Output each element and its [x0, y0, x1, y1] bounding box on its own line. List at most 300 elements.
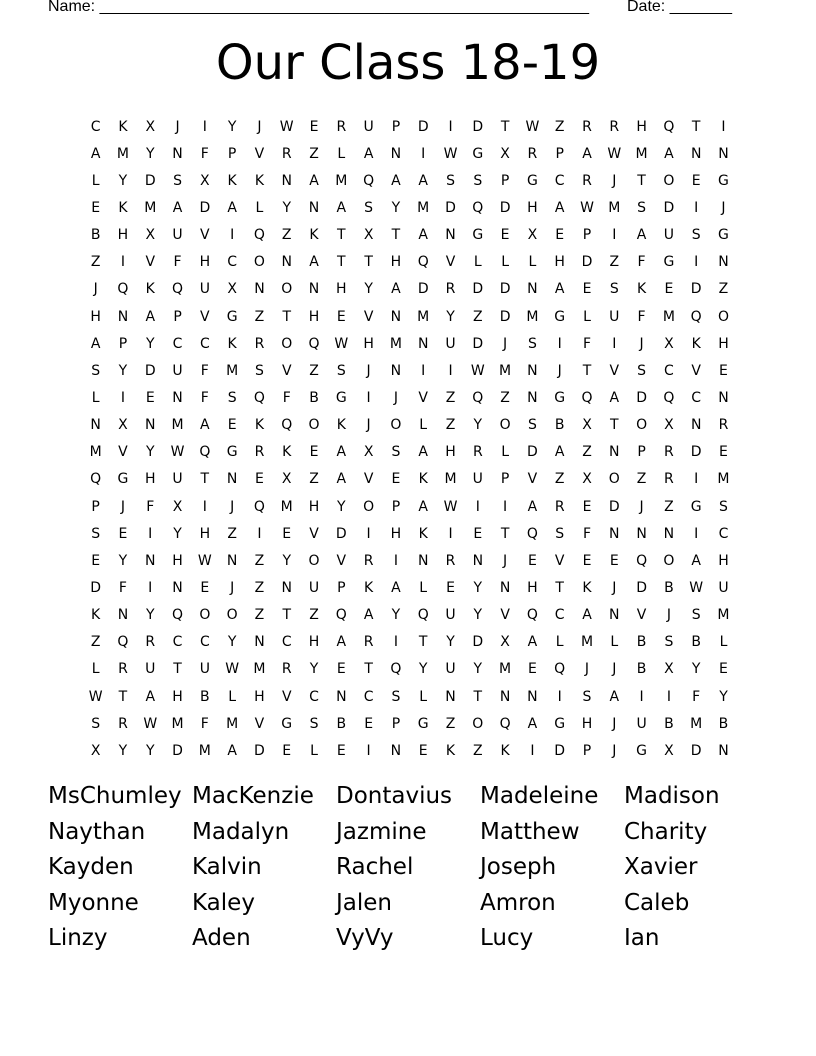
grid-letter: Y: [227, 634, 237, 651]
grid-letter: V: [254, 715, 265, 732]
word-list-item: Linzy: [48, 925, 108, 952]
grid-letter: C: [90, 118, 101, 135]
grid-letter: J: [120, 498, 126, 515]
grid-letter: L: [473, 254, 482, 271]
grid-letter: I: [202, 498, 207, 515]
grid-letter: H: [336, 281, 347, 298]
grid-letter: R: [363, 552, 374, 569]
grid-letter: D: [527, 444, 538, 461]
grid-letter: H: [254, 688, 265, 705]
grid-letter: T: [200, 471, 210, 488]
word-list-item: Dontavius: [336, 783, 453, 809]
grid-letter: Y: [446, 308, 455, 325]
grid-letter: J: [93, 281, 98, 298]
word-list-item: Ian: [624, 925, 660, 952]
grid-letter: E: [200, 579, 210, 596]
grid-letter: N: [718, 254, 729, 271]
grid-letter: L: [555, 634, 564, 651]
grid-letter: I: [448, 525, 453, 542]
grid-letter: E: [227, 417, 237, 434]
grid-letter: F: [200, 362, 209, 379]
grid-letter: P: [500, 471, 510, 488]
grid-letter: J: [666, 607, 671, 624]
grid-letter: I: [666, 688, 671, 705]
grid-letter: B: [309, 389, 319, 406]
grid-letter: B: [664, 579, 674, 596]
grid-letter: A: [309, 254, 319, 271]
grid-letter: Z: [90, 634, 101, 651]
grid-letter: W: [170, 444, 185, 461]
grid-letter: N: [472, 552, 484, 569]
grid-letter: K: [145, 281, 155, 298]
grid-letter: A: [336, 444, 347, 461]
grid-letter: M: [335, 172, 348, 189]
grid-letter: A: [609, 688, 620, 705]
grid-letter: C: [227, 254, 238, 271]
grid-letter: G: [554, 389, 566, 406]
grid-letter: H: [363, 335, 374, 352]
grid-letter: M: [389, 335, 402, 352]
grid-letter: F: [146, 498, 155, 515]
grid-letter: X: [664, 661, 674, 678]
grid-letter: W: [197, 552, 212, 569]
word-list-item: MsChumley: [48, 783, 182, 809]
grid-letter: N: [718, 742, 729, 759]
grid-letter: H: [445, 444, 456, 461]
word-list-item: Xavier: [624, 854, 698, 881]
grid-letter: U: [308, 579, 320, 596]
grid-letter: Z: [718, 281, 729, 298]
grid-letter: X: [172, 498, 183, 515]
grid-letter: X: [664, 417, 674, 434]
grid-letter: O: [253, 254, 265, 271]
word-list-item: Kaley: [192, 889, 255, 916]
grid-letter: N: [254, 281, 265, 298]
grid-letter: T: [282, 308, 291, 325]
grid-letter: Z: [554, 471, 565, 488]
grid-letter: T: [337, 227, 346, 244]
grid-letter: Z: [227, 525, 237, 542]
grid-letter: Q: [117, 634, 129, 651]
grid-letter: C: [554, 607, 565, 624]
grid-letter: L: [419, 688, 428, 705]
grid-letter: Q: [253, 389, 265, 406]
grid-letter: H: [527, 199, 538, 216]
grid-letter: V: [418, 389, 428, 406]
grid-letter: N: [527, 688, 538, 705]
grid-letter: X: [363, 444, 374, 461]
grid-letter: H: [172, 552, 183, 569]
grid-letter: V: [281, 688, 292, 705]
grid-letter: J: [366, 417, 371, 434]
grid-letter: F: [200, 145, 209, 162]
grid-letter: Y: [473, 579, 483, 596]
grid-letter: A: [554, 281, 565, 298]
grid-letter: Y: [418, 661, 428, 678]
grid-letter: A: [309, 172, 319, 189]
grid-letter: A: [582, 607, 592, 624]
date-field-label: Date: _______: [627, 0, 732, 15]
grid-letter: S: [691, 607, 701, 624]
grid-letter: N: [336, 688, 347, 705]
grid-letter: I: [557, 335, 562, 352]
grid-letter: X: [500, 145, 510, 162]
grid-letter: O: [308, 552, 320, 569]
grid-letter: B: [636, 634, 647, 651]
grid-letter: I: [421, 362, 426, 379]
grid-letter: I: [257, 525, 262, 542]
grid-letter: V: [363, 471, 374, 488]
grid-letter: P: [91, 498, 100, 515]
header-fields: [48, 0, 748, 20]
grid-letter: A: [391, 172, 401, 189]
grid-letter: E: [255, 471, 264, 488]
grid-letter: O: [226, 607, 238, 624]
grid-letter: Q: [335, 607, 347, 624]
grid-letter: Q: [281, 417, 293, 434]
grid-letter: E: [336, 661, 346, 678]
grid-letter: X: [664, 335, 674, 352]
grid-letter: V: [527, 471, 538, 488]
grid-letter: M: [499, 661, 512, 678]
grid-letter: S: [691, 227, 701, 244]
grid-letter: E: [91, 199, 101, 216]
grid-letter: S: [91, 525, 101, 542]
grid-letter: Q: [636, 552, 648, 569]
grid-letter: A: [227, 742, 237, 759]
grid-letter: J: [366, 362, 371, 379]
grid-letter: A: [90, 145, 101, 162]
grid-letter: P: [391, 118, 401, 135]
grid-letter: M: [89, 444, 102, 461]
grid-letter: A: [145, 688, 156, 705]
grid-letter: I: [694, 471, 699, 488]
grid-letter: H: [527, 579, 538, 596]
grid-letter: C: [172, 634, 183, 651]
grid-letter: S: [527, 417, 537, 434]
grid-letter: A: [200, 417, 210, 434]
grid-letter: L: [337, 145, 346, 162]
grid-letter: S: [364, 199, 374, 216]
grid-letter: Q: [581, 389, 593, 406]
grid-letter: N: [145, 552, 156, 569]
grid-letter: J: [612, 172, 617, 189]
grid-letter: M: [717, 471, 730, 488]
grid-letter: I: [557, 688, 562, 705]
grid-letter: F: [200, 715, 209, 732]
grid-letter: H: [554, 254, 565, 271]
grid-letter: R: [664, 444, 674, 461]
grid-letter: X: [90, 742, 101, 759]
grid-letter: D: [472, 118, 484, 135]
grid-letter: G: [281, 715, 293, 732]
grid-letter: Y: [227, 118, 237, 135]
grid-letter: K: [336, 417, 346, 434]
grid-letter: W: [443, 145, 458, 162]
grid-letter: Y: [173, 525, 182, 542]
grid-letter: E: [609, 552, 619, 569]
grid-letter: N: [172, 389, 183, 406]
grid-letter: O: [281, 281, 293, 298]
grid-letter: X: [200, 172, 210, 189]
grid-letter: E: [719, 661, 728, 678]
grid-letter: N: [281, 172, 292, 189]
grid-letter: G: [335, 389, 347, 406]
grid-letter: B: [691, 634, 701, 651]
grid-letter: O: [199, 607, 211, 624]
grid-letter: D: [445, 199, 456, 216]
word-list-item: Jalen: [336, 889, 392, 916]
grid-letter: C: [281, 634, 292, 651]
grid-letter: Z: [582, 444, 592, 461]
grid-letter: U: [172, 471, 183, 488]
grid-letter: W: [525, 118, 540, 135]
grid-letter: Y: [719, 688, 728, 705]
grid-letter: D: [690, 281, 702, 298]
grid-letter: A: [391, 281, 401, 298]
grid-letter: T: [364, 661, 373, 678]
grid-letter: V: [691, 362, 701, 379]
grid-letter: G: [554, 308, 566, 325]
grid-letter: A: [527, 498, 538, 515]
grid-letter: U: [636, 715, 647, 732]
grid-letter: S: [336, 362, 346, 379]
grid-letter: M: [526, 308, 539, 325]
grid-letter: O: [281, 335, 293, 352]
grid-letter: X: [145, 118, 156, 135]
grid-letter: D: [690, 742, 702, 759]
grid-letter: C: [718, 525, 729, 542]
word-list-item: Joseph: [480, 854, 557, 881]
grid-letter: T: [500, 118, 510, 135]
grid-letter: S: [91, 362, 101, 379]
grid-letter: Q: [472, 389, 484, 406]
grid-letter: R: [281, 145, 292, 162]
grid-letter: J: [503, 552, 508, 569]
grid-letter: N: [308, 281, 320, 298]
grid-letter: N: [281, 579, 292, 596]
word-list-item: Matthew: [480, 818, 580, 845]
grid-letter: Z: [664, 498, 674, 515]
grid-letter: F: [692, 688, 701, 705]
grid-letter: J: [639, 335, 644, 352]
grid-letter: I: [366, 389, 371, 406]
grid-letter: R: [445, 281, 456, 298]
grid-letter: K: [691, 335, 701, 352]
grid-letter: S: [719, 498, 728, 515]
grid-letter: L: [419, 579, 428, 596]
grid-letter: E: [500, 227, 510, 244]
grid-letter: E: [527, 552, 537, 569]
grid-letter: T: [691, 118, 701, 135]
grid-letter: G: [636, 742, 648, 759]
grid-letter: T: [173, 661, 182, 678]
grid-letter: E: [418, 742, 428, 759]
grid-letter: X: [582, 417, 592, 434]
grid-letter: Z: [309, 607, 319, 624]
grid-letter: G: [663, 254, 675, 271]
grid-letter: M: [226, 715, 239, 732]
word-list-item: Aden: [192, 925, 251, 952]
grid-letter: V: [309, 525, 319, 542]
grid-letter: X: [363, 227, 374, 244]
grid-letter: I: [694, 199, 699, 216]
grid-letter: C: [199, 634, 210, 651]
grid-letter: T: [473, 688, 483, 705]
grid-letter: L: [528, 254, 537, 271]
grid-letter: O: [308, 417, 320, 434]
grid-letter: K: [282, 444, 292, 461]
grid-letter: I: [202, 118, 207, 135]
grid-letter: C: [172, 335, 183, 352]
grid-letter: F: [282, 389, 291, 406]
grid-letter: R: [554, 498, 565, 515]
grid-letter: L: [719, 634, 728, 651]
grid-letter: Z: [254, 308, 265, 325]
grid-letter: M: [608, 199, 621, 216]
grid-letter: S: [664, 634, 674, 651]
grid-letter: P: [173, 308, 182, 325]
grid-letter: K: [418, 525, 428, 542]
grid-letter: H: [199, 525, 211, 542]
grid-letter: N: [390, 362, 402, 379]
grid-letter: I: [448, 362, 453, 379]
word-list-item: VyVy: [336, 925, 394, 952]
grid-letter: S: [227, 389, 237, 406]
grid-letter: Z: [473, 742, 483, 759]
grid-letter: B: [636, 661, 647, 678]
grid-letter: L: [610, 634, 619, 651]
grid-letter: A: [664, 145, 674, 162]
grid-letter: D: [636, 389, 647, 406]
grid-letter: W: [580, 199, 594, 216]
grid-letter: A: [527, 715, 538, 732]
grid-letter: T: [337, 254, 346, 271]
grid-letter: M: [116, 145, 129, 162]
page-title: Our Class 18-19: [215, 35, 601, 91]
grid-letter: J: [175, 118, 180, 135]
grid-letter: E: [555, 227, 565, 244]
grid-letter: A: [527, 634, 538, 651]
grid-letter: Z: [90, 254, 101, 271]
grid-letter: D: [608, 498, 620, 515]
grid-letter: N: [527, 389, 538, 406]
grid-letter: A: [227, 199, 237, 216]
grid-letter: A: [418, 172, 428, 189]
grid-letter: R: [527, 145, 538, 162]
grid-letter: H: [636, 118, 647, 135]
grid-letter: H: [308, 308, 320, 325]
grid-letter: D: [663, 199, 675, 216]
grid-letter: Q: [663, 118, 675, 135]
grid-letter: W: [279, 118, 294, 135]
grid-letter: Q: [472, 199, 484, 216]
grid-letter: C: [663, 362, 674, 379]
grid-letter: Q: [526, 525, 538, 542]
grid-letter: O: [663, 552, 675, 569]
grid-letter: O: [608, 471, 620, 488]
grid-letter: F: [582, 335, 592, 352]
grid-letter: D: [690, 444, 702, 461]
grid-letter: N: [417, 552, 429, 569]
letter-grid: [82, 113, 742, 764]
grid-letter: Z: [445, 389, 456, 406]
grid-letter: E: [91, 552, 101, 569]
grid-letter: N: [690, 417, 702, 434]
grid-letter: M: [662, 308, 675, 325]
grid-letter: R: [664, 471, 674, 488]
grid-letter: Q: [199, 444, 211, 461]
grid-letter: A: [336, 199, 347, 216]
grid-letter: Q: [253, 227, 265, 244]
grid-letter: J: [557, 362, 562, 379]
grid-letter: P: [582, 742, 592, 759]
grid-letter: G: [472, 145, 484, 162]
grid-letter: I: [721, 118, 726, 135]
word-list-item: Madeleine: [480, 783, 599, 809]
grid-letter: L: [228, 688, 237, 705]
grid-letter: M: [417, 199, 430, 216]
grid-letter: Z: [254, 579, 265, 596]
grid-letter: G: [117, 471, 129, 488]
grid-letter: N: [609, 607, 620, 624]
grid-letter: Y: [118, 362, 128, 379]
grid-letter: S: [637, 199, 647, 216]
grid-letter: L: [91, 172, 100, 189]
grid-letter: M: [144, 199, 157, 216]
grid-letter: N: [226, 552, 238, 569]
word-list-item: MacKenzie: [192, 783, 314, 809]
grid-letter: E: [719, 362, 728, 379]
grid-letter: Q: [390, 661, 402, 678]
grid-letter: V: [500, 607, 510, 624]
grid-letter: Y: [691, 661, 701, 678]
grid-letter: E: [118, 525, 128, 542]
grid-letter: Z: [473, 308, 483, 325]
grid-letter: I: [393, 634, 398, 651]
grid-letter: L: [501, 254, 509, 271]
grid-letter: H: [144, 471, 156, 488]
grid-letter: N: [527, 362, 538, 379]
grid-letter: U: [472, 471, 483, 488]
grid-letter: N: [663, 525, 675, 542]
grid-letter: I: [148, 579, 153, 596]
grid-letter: N: [690, 145, 702, 162]
grid-letter: A: [418, 444, 428, 461]
grid-letter: Z: [500, 389, 510, 406]
grid-letter: K: [227, 172, 237, 189]
grid-letter: U: [663, 227, 674, 244]
grid-letter: N: [281, 254, 292, 271]
grid-letter: A: [363, 607, 374, 624]
grid-letter: Z: [636, 471, 647, 488]
grid-letter: I: [120, 389, 126, 406]
grid-letter: W: [443, 498, 458, 515]
grid-letter: K: [636, 281, 647, 298]
grid-letter: M: [171, 417, 184, 434]
grid-letter: X: [500, 634, 510, 651]
grid-letter: V: [254, 145, 265, 162]
grid-letter: N: [254, 634, 265, 651]
word-list-item: Madalyn: [192, 818, 290, 845]
grid-letter: O: [636, 417, 648, 434]
grid-letter: M: [226, 362, 239, 379]
grid-letter: U: [199, 281, 210, 298]
grid-letter: L: [501, 444, 509, 461]
grid-letter: X: [664, 742, 674, 759]
grid-letter: Y: [309, 661, 319, 678]
grid-letter: D: [417, 281, 429, 298]
